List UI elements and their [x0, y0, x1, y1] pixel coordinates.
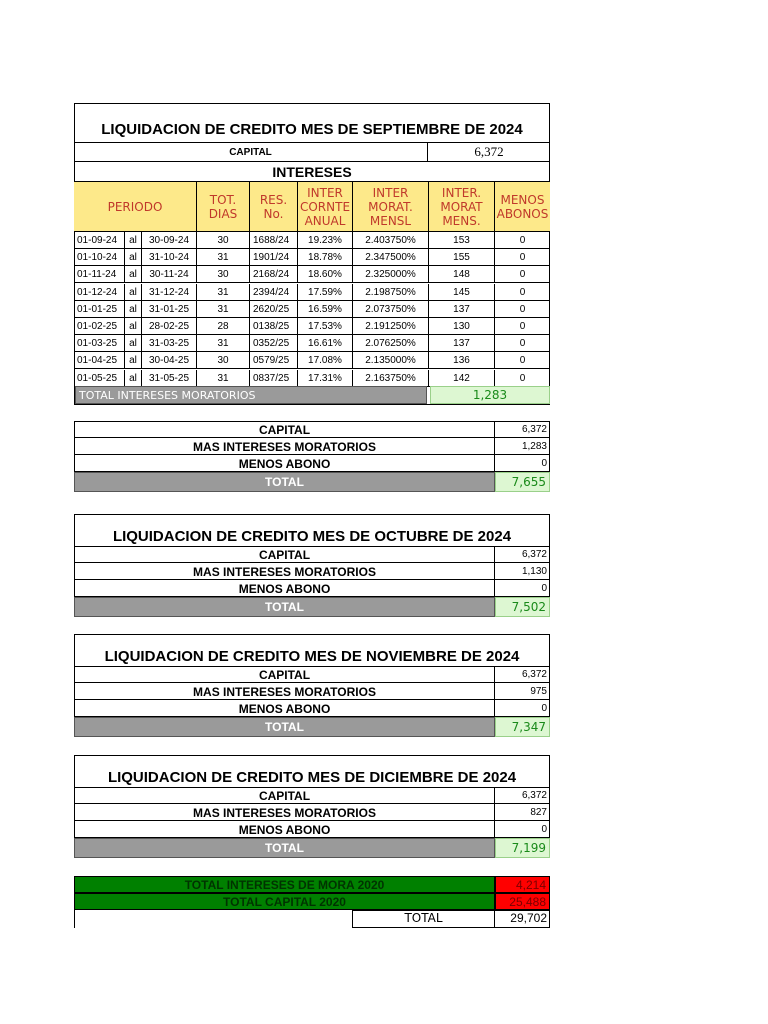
- summary-capital-label: CAPITAL: [258, 667, 311, 682]
- table-cell: 31: [196, 370, 249, 387]
- table-cell: al: [124, 352, 141, 369]
- table-cell: 01-01-25: [77, 303, 118, 315]
- summary-capital-label: CAPITAL: [258, 547, 311, 562]
- table-cell: 31-03-25: [141, 335, 196, 352]
- table-cell: 01-02-25: [77, 321, 118, 332]
- grand-total-label: TOTAL: [404, 911, 443, 925]
- table-cell: 01-10-24: [77, 252, 118, 264]
- table-cell: 1901/24: [249, 249, 297, 266]
- table-cell: 18.60%: [297, 266, 352, 283]
- summary-total-value: 7,502: [495, 597, 550, 617]
- summary-mas-intereses-value: 827: [494, 804, 550, 821]
- header-cell: MENOS ABONOS: [494, 182, 550, 231]
- table-cell: 0837/25: [249, 370, 297, 387]
- table-cell: 2168/24: [249, 266, 297, 283]
- table-cell: 2620/25: [249, 301, 297, 318]
- summary-menos-abono-value: 0: [494, 700, 550, 717]
- table-cell: 17.31%: [297, 370, 352, 387]
- summary-capital-value: 6,372: [494, 546, 550, 563]
- summary-total-value: 7,347: [495, 717, 550, 737]
- table-cell: 17.53%: [297, 318, 352, 335]
- table-cell: al: [124, 266, 141, 283]
- table-cell: 0: [494, 284, 550, 301]
- table-cell: 17.08%: [297, 352, 352, 369]
- summary-total-label: TOTAL: [74, 717, 495, 737]
- table-cell: 145: [428, 284, 494, 301]
- table-cell: 2.073750%: [352, 301, 428, 318]
- table-cell: 17.59%: [297, 284, 352, 301]
- table-cell: 2394/24: [249, 284, 297, 301]
- table-cell: 01-11-24: [77, 269, 117, 281]
- table-cell: 142: [428, 370, 494, 387]
- table-cell: 16.61%: [297, 335, 352, 352]
- table-cell: 30: [196, 232, 249, 249]
- total-moratorios-label: TOTAL INTERESES MORATORIOS: [75, 386, 427, 404]
- header-cell: RES. No.: [249, 182, 297, 231]
- summary-mas-intereses-label: MAS INTERESES MORATORIOS: [193, 564, 376, 579]
- table-cell: 28: [196, 318, 249, 335]
- summary-mas-intereses-label: MAS INTERESES MORATORIOS: [193, 684, 376, 699]
- table-cell: 0: [494, 301, 550, 318]
- table-cell: 30-04-25: [141, 352, 196, 369]
- table-cell: 130: [428, 318, 494, 335]
- table-cell: 2.198750%: [352, 284, 428, 301]
- table-cell: 28-02-25: [141, 318, 196, 335]
- summary-total-value: 7,199: [495, 838, 550, 858]
- table-cell: 19.23%: [297, 232, 352, 249]
- summary-capital-value: 6,372: [494, 421, 550, 438]
- table-cell: 0352/25: [249, 335, 297, 352]
- summary-mas-intereses-value: 975: [494, 683, 550, 700]
- table-cell: 31-01-25: [141, 301, 196, 318]
- summary-total-label: TOTAL: [74, 472, 495, 492]
- capital-value: 6,372: [474, 144, 504, 159]
- summary-capital-value: 6,372: [494, 787, 550, 804]
- table-cell: 30-11-24: [141, 266, 196, 283]
- total-capital-value: 25,488: [495, 893, 550, 910]
- table-cell: 16.59%: [297, 301, 352, 318]
- table-cell: 2.325000%: [352, 266, 428, 283]
- table-cell: 155: [428, 249, 494, 266]
- table-cell: 01-09-24: [77, 235, 118, 246]
- table-cell: 31: [196, 301, 249, 318]
- table-cell: 136: [428, 352, 494, 369]
- table-cell: al: [124, 335, 141, 352]
- table-cell: 01-05-25: [77, 372, 118, 384]
- section-title: LIQUIDACION DE CREDITO MES DE OCTUBRE DE 2024: [112, 527, 512, 545]
- table-cell: 2.135000%: [352, 352, 428, 369]
- summary-total-value: 7,655: [495, 472, 550, 492]
- table-cell: 2.191250%: [352, 318, 428, 335]
- summary-total-label: TOTAL: [74, 838, 495, 858]
- header-cell: PERIODO: [74, 182, 196, 231]
- table-cell: 1688/24: [249, 232, 297, 249]
- summary-capital-label: CAPITAL: [258, 422, 311, 437]
- summary-mas-intereses-value: 1,283: [494, 438, 550, 455]
- section-september-title: LIQUIDACION DE CREDITO MES DE SEPTIEMBRE DE 2024: [101, 120, 523, 138]
- table-cell: 2.403750%: [352, 232, 428, 249]
- table-cell: 0: [494, 352, 550, 369]
- table-cell: 01-03-25: [77, 338, 118, 350]
- footer-left-border: [74, 910, 75, 928]
- summary-mas-intereses-label: MAS INTERESES MORATORIOS: [193, 805, 376, 820]
- table-cell: 137: [428, 335, 494, 352]
- header-cell: INTER CORNTE ANUAL: [297, 182, 352, 231]
- table-cell: 2.347500%: [352, 249, 428, 266]
- total-moratorios-value: 1,283: [430, 386, 550, 404]
- summary-mas-intereses-value: 1,130: [494, 563, 550, 580]
- grand-total-value: 29,702: [510, 911, 547, 925]
- summary-menos-abono-label: MENOS ABONO: [238, 701, 331, 716]
- summary-capital-value: 6,372: [494, 666, 550, 683]
- table-cell: 0: [494, 318, 550, 335]
- table-cell: 0: [494, 232, 550, 249]
- summary-menos-abono-label: MENOS ABONO: [238, 822, 331, 837]
- table-cell: al: [124, 249, 141, 266]
- table-cell: 148: [428, 266, 494, 283]
- table-cell: al: [124, 284, 141, 301]
- table-cell: 0: [494, 266, 550, 283]
- table-cell: 2.076250%: [352, 335, 428, 352]
- table-cell: 30: [196, 266, 249, 283]
- header-cell: INTER. MORAT MENS.: [428, 182, 494, 231]
- table-cell: 01-04-25: [77, 355, 118, 367]
- total-capital-label: TOTAL CAPITAL 2020: [74, 893, 495, 910]
- summary-menos-abono-value: 0: [494, 455, 550, 472]
- table-cell: 31-05-25: [141, 370, 196, 387]
- table-cell: 01-12-24: [77, 286, 118, 298]
- table-cell: 31: [196, 284, 249, 301]
- intereses-label: INTERESES: [272, 163, 352, 180]
- total-mora-value: 4,214: [495, 876, 550, 893]
- table-cell: 30: [196, 352, 249, 369]
- table-cell: 0: [494, 370, 550, 387]
- summary-menos-abono-label: MENOS ABONO: [238, 456, 331, 471]
- summary-menos-abono-value: 0: [494, 580, 550, 597]
- table-cell: al: [124, 301, 141, 318]
- table-cell: al: [124, 370, 141, 387]
- table-cell: 31: [196, 249, 249, 266]
- capital-label: CAPITAL: [229, 146, 272, 158]
- table-cell: 137: [428, 301, 494, 318]
- table-cell: 0: [494, 249, 550, 266]
- total-mora-label: TOTAL INTERESES DE MORA 2020: [74, 876, 495, 893]
- table-cell: 31-12-24: [141, 284, 196, 301]
- section-title: LIQUIDACION DE CREDITO MES DE DICIEMBRE DE 2024: [107, 768, 517, 786]
- summary-capital-label: CAPITAL: [258, 788, 311, 803]
- table-cell: 2.163750%: [352, 370, 428, 387]
- header-cell: TOT. DIAS: [196, 182, 249, 231]
- table-cell: 0579/25: [249, 352, 297, 369]
- table-cell: 31: [196, 335, 249, 352]
- table-cell: 31-10-24: [141, 249, 196, 266]
- table-cell: 153: [428, 232, 494, 249]
- table-cell: al: [124, 318, 141, 335]
- summary-mas-intereses-label: MAS INTERESES MORATORIOS: [193, 439, 376, 454]
- table-cell: 18.78%: [297, 249, 352, 266]
- summary-menos-abono-label: MENOS ABONO: [238, 581, 331, 596]
- table-cell: 0138/25: [249, 318, 297, 335]
- table-cell: 30-09-24: [141, 232, 196, 249]
- summary-menos-abono-value: 0: [494, 821, 550, 838]
- table-cell: al: [124, 232, 141, 249]
- header-cell: INTER MORAT. MENSL: [352, 182, 428, 231]
- summary-total-label: TOTAL: [74, 597, 495, 617]
- table-cell: 0: [494, 335, 550, 352]
- section-title: LIQUIDACION DE CREDITO MES DE NOVIEMBRE DE 2024: [104, 647, 520, 665]
